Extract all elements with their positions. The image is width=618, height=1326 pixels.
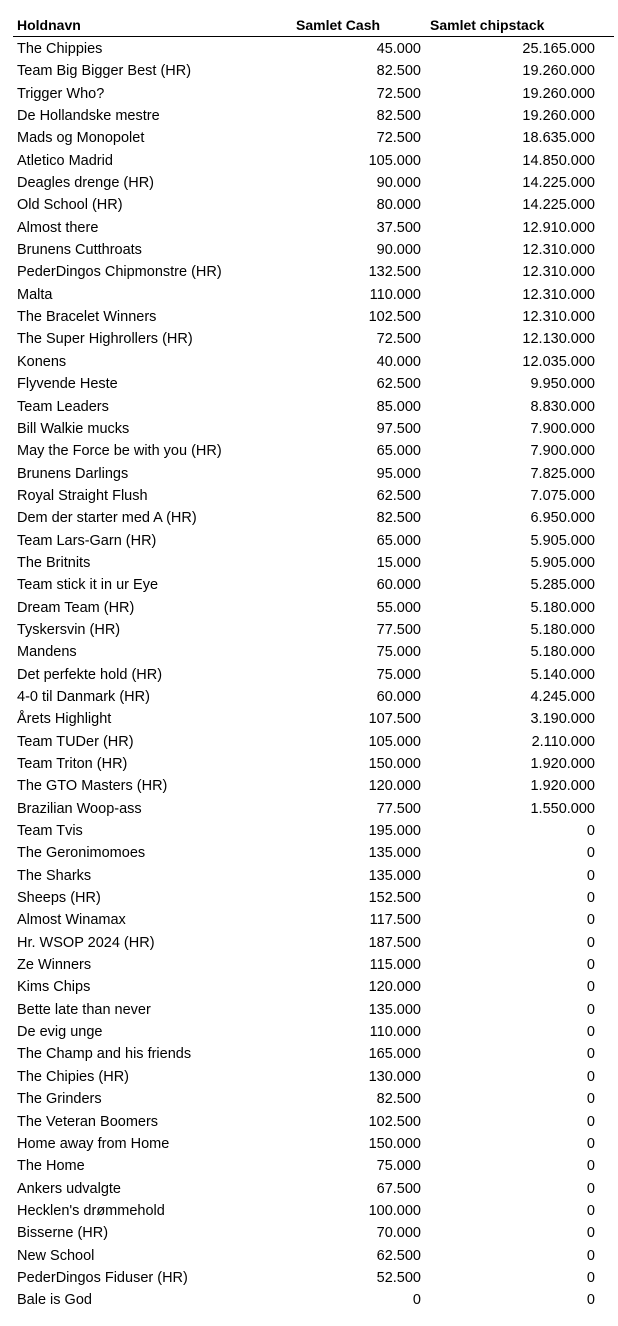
total-cash-cell: 15.000 <box>376 554 421 571</box>
team-name-cell: Team TUDer (HR) <box>17 733 134 750</box>
total-cash-cell: 150.000 <box>368 1135 421 1152</box>
team-name-cell: The Chipies (HR) <box>17 1068 129 1085</box>
table-row <box>0 105 618 127</box>
total-chipstack-cell: 12.310.000 <box>522 286 595 303</box>
team-name-cell: Team Lars-Garn (HR) <box>17 532 157 549</box>
team-name-cell: The Bracelet Winners <box>17 309 157 326</box>
team-name-cell: Ankers udvalgte <box>17 1180 121 1197</box>
total-cash-cell: 105.000 <box>368 152 421 169</box>
total-cash-cell: 110.000 <box>369 1024 421 1041</box>
team-name-cell: Mandens <box>17 644 77 661</box>
total-cash-cell: 62.500 <box>376 376 421 393</box>
total-cash-cell: 90.000 <box>376 175 421 192</box>
table-row <box>0 976 618 998</box>
total-cash-cell: 72.500 <box>376 130 421 147</box>
table-row <box>0 552 618 574</box>
team-name-cell: De Hollandske mestre <box>17 108 160 125</box>
total-cash-cell: 77.500 <box>376 800 421 817</box>
total-chipstack-cell: 12.310.000 <box>522 309 595 326</box>
total-cash-cell: 62.500 <box>376 1247 421 1264</box>
total-cash-cell: 187.500 <box>368 934 421 951</box>
total-chipstack-cell: 0 <box>586 1024 595 1041</box>
total-chipstack-cell: 0 <box>586 1202 595 1219</box>
total-cash-cell: 52.500 <box>376 1269 421 1286</box>
table-row <box>0 664 618 686</box>
total-chipstack-cell: 0 <box>586 1225 595 1242</box>
total-chipstack-cell: 12.310.000 <box>522 242 595 259</box>
total-cash-cell: 70.000 <box>376 1225 421 1242</box>
total-cash-cell: 0 <box>412 1292 421 1309</box>
total-chipstack-cell: 1.920.000 <box>530 756 595 772</box>
total-cash-cell: 82.500 <box>376 510 421 527</box>
total-cash-cell: 102.500 <box>368 1113 421 1130</box>
total-cash-cell: 110.000 <box>369 286 421 303</box>
team-name-cell: Bill Walkie mucks <box>17 420 130 437</box>
total-chipstack-cell: 5.140.000 <box>530 666 595 683</box>
table-row <box>0 1267 618 1289</box>
total-cash-cell: 60.000 <box>376 577 421 594</box>
team-name-cell: Almost there <box>17 219 99 236</box>
total-cash-cell: 120.000 <box>368 778 421 795</box>
table-row <box>0 507 618 529</box>
total-cash-cell: 82.500 <box>376 1091 421 1108</box>
header-total-cash: Samlet Cash <box>296 17 381 33</box>
total-chipstack-cell: 7.075.000 <box>530 487 595 504</box>
team-name-cell: The Champ and his friends <box>17 1046 192 1063</box>
total-chipstack-cell: 12.035.000 <box>522 353 595 370</box>
table-row <box>0 619 618 641</box>
team-name-cell: Trigger Who? <box>17 85 105 102</box>
table-row <box>0 708 618 730</box>
table-row <box>0 1043 618 1065</box>
team-name-cell: PederDingos Chipmonstre (HR) <box>17 264 222 281</box>
team-name-cell: Hr. WSOP 2024 (HR) <box>17 934 155 951</box>
table-row <box>0 731 618 753</box>
table-row <box>0 887 618 909</box>
total-cash-cell: 120.000 <box>368 979 421 996</box>
team-name-cell: Hecklen's drømmehold <box>17 1202 165 1219</box>
total-chipstack-cell: 12.310.000 <box>522 264 595 281</box>
total-cash-cell: 40.000 <box>376 353 421 370</box>
header-underline <box>13 36 614 37</box>
total-chipstack-cell: 7.900.000 <box>530 420 595 437</box>
table-row <box>0 1222 618 1244</box>
team-name-cell: The Veteran Boomers <box>17 1113 159 1130</box>
table-row <box>0 239 618 261</box>
total-cash-cell: 195.000 <box>368 823 421 840</box>
total-chipstack-cell: 9.950.000 <box>530 376 595 393</box>
table-row <box>0 261 618 283</box>
total-chipstack-cell: 0 <box>586 1113 595 1130</box>
team-name-cell: Atletico Madrid <box>17 152 113 169</box>
table-row <box>0 775 618 797</box>
total-chipstack-cell: 5.905.000 <box>530 532 595 549</box>
team-name-cell: Bette late than never <box>17 1001 151 1018</box>
table-row <box>0 60 618 82</box>
team-name-cell: Bisserne (HR) <box>17 1225 109 1242</box>
table-row <box>0 1155 618 1177</box>
table-row <box>0 127 618 149</box>
team-name-cell: Ze Winners <box>17 957 92 974</box>
total-cash-cell: 90.000 <box>376 242 421 259</box>
team-name-cell: Royal Straight Flush <box>17 487 148 504</box>
team-name-cell: The GTO Masters (HR) <box>17 778 168 795</box>
total-cash-cell: 55.000 <box>376 599 421 616</box>
table-row <box>0 328 618 350</box>
total-chipstack-cell: 1.920.000 <box>530 778 595 795</box>
total-cash-cell: 97.500 <box>376 420 421 437</box>
table-row <box>0 418 618 440</box>
team-name-cell: The Britnits <box>17 554 91 571</box>
total-chipstack-cell: 7.900.000 <box>530 443 595 460</box>
team-name-cell: 4-0 til Danmark (HR) <box>17 688 150 705</box>
total-cash-cell: 135.000 <box>368 1001 421 1018</box>
table-row <box>0 1088 618 1110</box>
total-cash-cell: 102.500 <box>368 309 421 326</box>
table-row <box>0 820 618 842</box>
total-cash-cell: 82.500 <box>376 63 421 80</box>
total-cash-cell: 72.500 <box>376 85 421 102</box>
team-name-cell: Dem der starter med A (HR) <box>17 510 197 527</box>
total-cash-cell: 135.000 <box>368 845 421 862</box>
team-name-cell: The Super Highrollers (HR) <box>17 331 193 348</box>
table-row <box>0 306 618 328</box>
table-row <box>0 798 618 820</box>
team-name-cell: Sheeps (HR) <box>17 890 101 907</box>
total-cash-cell: 117.500 <box>369 912 421 929</box>
total-chipstack-cell: 19.260.000 <box>522 108 595 125</box>
total-chipstack-cell: 0 <box>586 1091 595 1108</box>
table-row <box>0 150 618 172</box>
team-name-cell: Almost Winamax <box>17 912 126 929</box>
team-name-cell: The Sharks <box>17 867 92 884</box>
team-name-cell: New School <box>17 1247 95 1264</box>
total-cash-cell: 82.500 <box>376 108 421 125</box>
team-name-cell: Team Triton (HR) <box>17 756 128 772</box>
table-row <box>0 1066 618 1088</box>
total-chipstack-cell: 5.285.000 <box>530 577 595 594</box>
total-chipstack-cell: 12.910.000 <box>522 219 595 236</box>
total-chipstack-cell: 6.950.000 <box>530 510 595 527</box>
table-row <box>0 396 618 418</box>
total-chipstack-cell: 0 <box>586 890 595 907</box>
total-chipstack-cell: 0 <box>586 1158 595 1175</box>
table-row <box>0 909 618 931</box>
table-row <box>0 1133 618 1155</box>
table-row <box>0 865 618 887</box>
table-row <box>0 597 618 619</box>
total-cash-cell: 165.000 <box>368 1046 421 1063</box>
total-chipstack-cell: 14.225.000 <box>522 197 595 214</box>
table-header <box>0 0 618 38</box>
total-chipstack-cell: 2.110.000 <box>531 733 595 750</box>
total-cash-cell: 75.000 <box>376 666 421 683</box>
table-row <box>0 530 618 552</box>
total-cash-cell: 37.500 <box>376 219 421 236</box>
table-row <box>0 842 618 864</box>
total-chipstack-cell: 0 <box>586 1247 595 1264</box>
team-name-cell: Bale is God <box>17 1292 92 1309</box>
total-cash-cell: 152.500 <box>368 890 421 907</box>
total-chipstack-cell: 0 <box>586 1135 595 1152</box>
table-row <box>0 932 618 954</box>
team-name-cell: PederDingos Fiduser (HR) <box>17 1269 188 1286</box>
table-row <box>0 1289 618 1311</box>
team-name-cell: Team stick it in ur Eye <box>17 577 159 594</box>
table-row <box>0 574 618 596</box>
table-row <box>0 1178 618 1200</box>
total-chipstack-cell: 0 <box>586 1180 595 1197</box>
total-chipstack-cell: 18.635.000 <box>522 130 595 147</box>
total-chipstack-cell: 1.550.000 <box>530 800 595 817</box>
total-cash-cell: 65.000 <box>376 532 421 549</box>
total-chipstack-cell: 25.165.000 <box>522 41 595 57</box>
total-chipstack-cell: 0 <box>586 979 595 996</box>
team-name-cell: Team Leaders <box>17 398 109 415</box>
team-name-cell: Tyskersvin (HR) <box>17 621 121 638</box>
table-row <box>0 373 618 395</box>
team-name-cell: Brunens Cutthroats <box>17 242 142 259</box>
total-chipstack-cell: 7.825.000 <box>530 465 595 482</box>
total-cash-cell: 85.000 <box>376 398 421 415</box>
team-name-cell: Dream Team (HR) <box>17 599 135 616</box>
team-name-cell: Home away from Home <box>17 1135 170 1152</box>
total-cash-cell: 115.000 <box>369 957 421 974</box>
total-chipstack-cell: 0 <box>586 957 595 974</box>
table-row <box>0 284 618 306</box>
total-cash-cell: 107.500 <box>368 711 421 728</box>
table-row <box>0 686 618 708</box>
table-row <box>0 38 618 60</box>
total-chipstack-cell: 5.180.000 <box>530 644 595 661</box>
team-name-cell: Kims Chips <box>17 979 91 996</box>
table-row <box>0 172 618 194</box>
total-chipstack-cell: 0 <box>586 1001 595 1018</box>
total-chipstack-cell: 0 <box>586 934 595 951</box>
total-chipstack-cell: 19.260.000 <box>522 63 595 80</box>
total-chipstack-cell: 0 <box>586 912 595 929</box>
table-row <box>0 194 618 216</box>
total-chipstack-cell: 0 <box>586 1046 595 1063</box>
team-name-cell: The Chippies <box>17 41 103 57</box>
total-cash-cell: 75.000 <box>376 1158 421 1175</box>
total-cash-cell: 95.000 <box>376 465 421 482</box>
table-body <box>0 38 618 1312</box>
table-row <box>0 641 618 663</box>
total-cash-cell: 77.500 <box>376 621 421 638</box>
total-chipstack-cell: 3.190.000 <box>530 711 595 728</box>
total-chipstack-cell: 12.130.000 <box>522 331 595 348</box>
table-row <box>0 954 618 976</box>
table-row <box>0 463 618 485</box>
team-name-cell: Konens <box>17 353 67 370</box>
team-name-cell: Malta <box>17 286 53 303</box>
header-total-chipstack: Samlet chipstack <box>430 17 545 33</box>
total-chipstack-cell: 0 <box>586 845 595 862</box>
total-chipstack-cell: 14.850.000 <box>522 152 595 169</box>
team-name-cell: De evig unge <box>17 1024 103 1041</box>
total-cash-cell: 132.500 <box>368 264 421 281</box>
total-cash-cell: 100.000 <box>368 1202 421 1219</box>
team-name-cell: Flyvende Heste <box>17 376 118 393</box>
total-chipstack-cell: 19.260.000 <box>522 85 595 102</box>
team-name-cell: Brazilian Woop-ass <box>17 800 142 817</box>
team-name-cell: Brunens Darlings <box>17 465 129 482</box>
table-row <box>0 1021 618 1043</box>
team-name-cell: Årets Highlight <box>17 711 112 728</box>
total-chipstack-cell: 5.905.000 <box>530 554 595 571</box>
table-row <box>0 753 618 775</box>
team-name-cell: May the Force be with you (HR) <box>17 443 222 460</box>
total-chipstack-cell: 4.245.000 <box>530 688 595 705</box>
table-row <box>0 1111 618 1133</box>
team-name-cell: The Home <box>17 1158 85 1175</box>
team-name-cell: Mads og Monopolet <box>17 130 145 147</box>
total-cash-cell: 62.500 <box>376 487 421 504</box>
table-row <box>0 1200 618 1222</box>
team-name-cell: Det perfekte hold (HR) <box>17 666 163 683</box>
header-team-name: Holdnavn <box>17 17 81 33</box>
team-name-cell: Old School (HR) <box>17 197 123 214</box>
team-name-cell: The Geronimomoes <box>17 845 146 862</box>
team-name-cell: The Grinders <box>17 1091 102 1108</box>
total-chipstack-cell: 0 <box>586 1269 595 1286</box>
table-row <box>0 440 618 462</box>
total-chipstack-cell: 0 <box>586 1292 595 1309</box>
total-cash-cell: 105.000 <box>368 733 421 750</box>
total-chipstack-cell: 5.180.000 <box>530 621 595 638</box>
table-row <box>0 83 618 105</box>
total-cash-cell: 72.500 <box>376 331 421 348</box>
total-chipstack-cell: 8.830.000 <box>530 398 595 415</box>
total-cash-cell: 60.000 <box>376 688 421 705</box>
table-row <box>0 351 618 373</box>
total-cash-cell: 65.000 <box>376 443 421 460</box>
total-cash-cell: 75.000 <box>376 644 421 661</box>
total-chipstack-cell: 0 <box>586 823 595 840</box>
table-row <box>0 485 618 507</box>
table-row <box>0 1245 618 1267</box>
table-row <box>0 217 618 239</box>
total-chipstack-cell: 5.180.000 <box>530 599 595 616</box>
total-cash-cell: 150.000 <box>368 756 421 772</box>
total-cash-cell: 130.000 <box>368 1068 421 1085</box>
table-row <box>0 999 618 1021</box>
total-chipstack-cell: 14.225.000 <box>522 175 595 192</box>
total-cash-cell: 45.000 <box>376 41 421 57</box>
total-cash-cell: 135.000 <box>368 867 421 884</box>
team-name-cell: Team Big Bigger Best (HR) <box>17 63 192 80</box>
team-name-cell: Deagles drenge (HR) <box>17 175 155 192</box>
total-chipstack-cell: 0 <box>586 1068 595 1085</box>
total-cash-cell: 67.500 <box>376 1180 421 1197</box>
total-chipstack-cell: 0 <box>586 867 595 884</box>
team-name-cell: Team Tvis <box>17 823 83 840</box>
total-cash-cell: 80.000 <box>376 197 421 214</box>
